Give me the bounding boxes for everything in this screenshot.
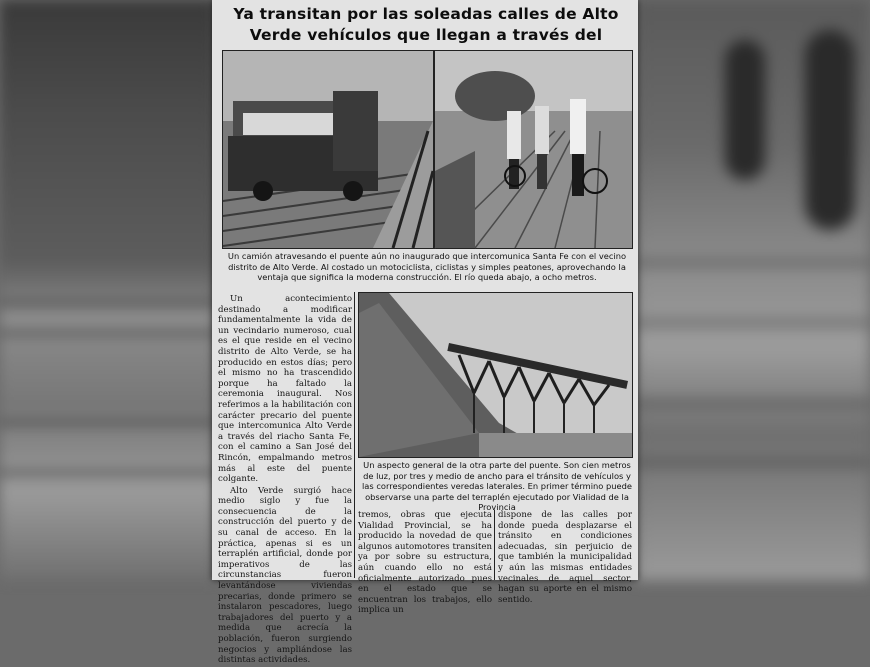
column-divider [494, 510, 495, 580]
cyclists-photo [434, 50, 633, 249]
article-column-2: tremos, obras que ejecuta Vialidad Provincial, se ha producido la novedad de que algunos automotores transiten ya por sobre su estructura, aún cuando ello no está oficialmente autorizado pues en el estado que se encuentran los trabajos, ello implica un [358, 510, 492, 616]
newspaper-clipping [212, 0, 638, 666]
bridge-photo-image [359, 293, 632, 457]
caption-middle: Un aspecto general de la otra parte del puente. Son cien metros de luz, por tres y medio de ancho para el tránsito de vehículos y las correspondientes veredas laterales. En primer término puede observarse una parte del terraplén ejecutado por Vialidad de la Provincia [362, 460, 633, 512]
bridge-photo [358, 292, 633, 458]
truck-photo-image [223, 51, 433, 248]
article-column-3: dispone de las calles por donde pueda desplazarse el tránsito en condiciones adecuadas, sin perjuicio de que también la municipalidad y aún las mismas entidades vecinales de aquel sector, hagan su aporte en el mismo sentido. [498, 510, 632, 605]
caption-top: Un camión atravesando el puente aún no inaugurado que intercomunica Santa Fe con el vecino distrito de Alto Verde. Al costado un motociclista, ciclistas y simples peatones, aprovechando la ventaja que significa la moderna construcción. El río queda abajo, a ocho metros. [227, 251, 627, 282]
article-paragraph: Alto Verde surgió hace medio siglo y fue la consecuencia de la construcción del puerto y de su canal de acceso. En la práctica, apenas si es un terraplén artificial, donde por imperativos de las circunstancias fueron levantándose viviendas precarias, donde primero se instalaron pescadores, luego trabajadores del puerto y a medida que acrecía la población, fueron surgiendo negocios y ampliándose las distintas actividades. [218, 485, 352, 666]
article-column-1 [218, 294, 352, 667]
truck-photo [222, 50, 434, 249]
article-paragraph: Un acontecimiento destinado a modificar fundamentalmente la vida de un vecindario numeroso, cual es el que reside en el vecino distrito de Alto Verde, se ha producido en estos días; pero el mismo no ha trascendido porque ha faltado la ceremonia inaugural. Nos referimos a la habilitación con carácter precario del puente que intercomunica Alto Verde a través del riacho Santa Fe, con el camino a San José del Rincón, empalmando metros más al este del puente colgante. [218, 294, 352, 485]
blurred-right-area [635, 0, 870, 580]
column-divider [354, 292, 355, 578]
headline: Ya transitan por las soleadas calles de Alto Verde vehículos que llegan a través del [233, 5, 619, 44]
cyclists-photo-image [435, 51, 632, 248]
blurred-left-area [0, 0, 215, 580]
